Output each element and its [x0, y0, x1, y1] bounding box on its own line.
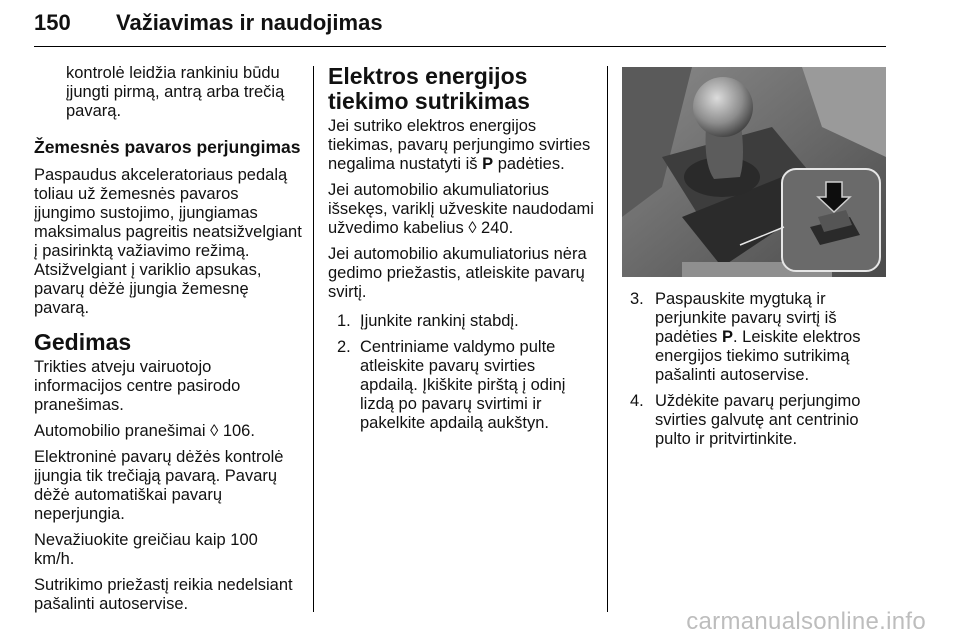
intro-continued-text: kontrolė leidžia rankiniu būdu įjungti pirmą, antrą arba trečią pavarą.: [66, 64, 285, 120]
faults-paragraph-1: Trikties atveju vairuotojo informacijos centre pasirodo pranešimas.: [34, 358, 241, 414]
gear-lever-photo: [622, 67, 886, 277]
step-number: 1.: [337, 312, 351, 330]
power-failure-paragraph-3: Jei automobilio akumuliatorius nėra gedimo priežastis, atleiskite pavarų svirtį.: [328, 245, 587, 301]
faults-paragraph-3: Elektroninė pavarų dėžės kontrolė įjungia tik trečiąją pavarą. Pavarų dėžė automatiškai pavarų neperjungia.: [34, 448, 284, 523]
column-divider-right: [607, 66, 608, 612]
step-text: Įjunkite rankinį stabdį.: [360, 312, 519, 330]
column-left: [34, 64, 302, 621]
step-number: 3.: [630, 290, 644, 308]
step-3-text: Paspauskite mygtuką ir perjunkite pavarų svirtį iš padėties: [655, 290, 837, 346]
power-failure-paragraph-2: Jei automobilio akumuliatorius išsekęs, variklį užveskite naudodami užvedimo kabelius ◊ 240.: [328, 181, 594, 237]
faults-heading: Gedimas: [34, 329, 132, 355]
step-3-text-2: Leiskite elektros energijos tiekimo sutrikimą pašalinti autoservise.: [655, 328, 861, 384]
steps-list-continued: [623, 290, 889, 449]
page-title: Važiavimas ir naudojimas: [116, 10, 383, 35]
step-4-text: Uždėkite pavarų perjungimo svirties galvutę ant centrinio pulto ir pritvirtinkite.: [655, 392, 861, 448]
page-number: 150: [34, 10, 71, 35]
power-failure-paragraph-1-text: Jei sutriko elektros energijos tiekimas, pavarų perjungimo svirties negalima nustatyti iš: [328, 117, 591, 173]
step-number: 2.: [337, 338, 351, 356]
park-position-label: P: [721, 328, 733, 346]
faults-paragraph-2: Automobilio pranešimai ◊ 106.: [34, 422, 255, 440]
steps-list: [328, 312, 596, 433]
step-text: Centriniame valdymo pulte atleiskite pavarų svirties apdailą. Įkiškite pirštą į odinį lizdą po pavarų svirtimi ir pakelkite apdailą aukštyn.: [360, 338, 566, 432]
power-failure-heading: Elektros energijos tiekimo sutrikimas: [328, 63, 530, 114]
step-number: 4.: [630, 392, 644, 410]
watermark: carmanualsonline.info: [686, 608, 926, 635]
column-middle: [328, 64, 596, 440]
faults-paragraph-5: Sutrikimo priežastį reikia nedelsiant pašalinti autoservise.: [34, 576, 293, 613]
step-3: 3. Paspauskite mygtuką ir perjunkite pavarų svirtį iš padėties P. Leiskite elektros energijos tiekimo sutrikimą pašalinti autoservise.: [630, 290, 861, 384]
column-right: [623, 290, 889, 456]
faults-paragraph-4: Nevažiuokite greičiau kaip 100 km/h.: [34, 531, 258, 568]
power-failure-paragraph-1: [328, 117, 596, 174]
step-4: [623, 392, 889, 449]
downshift-heading: Žemesnės pavaros perjungimas: [34, 137, 301, 157]
park-position-label: P: [482, 155, 494, 173]
downshift-text: Paspaudus akceleratoriaus pedalą toliau už žemesnės pavaros įjungimo sustojimo, įjungiamas maksimalus pagreitis neatsižvelgiant į pasirinktą važiavimo režimą. Atsižvelgiant į variklio apsukas, pavarų dėžė įjungia žemesnę pavarą.: [34, 166, 302, 317]
gear-lever-illustration: [622, 67, 886, 277]
step-2: [328, 338, 596, 433]
column-divider-left: [313, 66, 314, 612]
step-1: [328, 312, 596, 331]
power-failure-paragraph-1-end: padėties.: [497, 155, 565, 173]
page-header: [34, 6, 886, 47]
